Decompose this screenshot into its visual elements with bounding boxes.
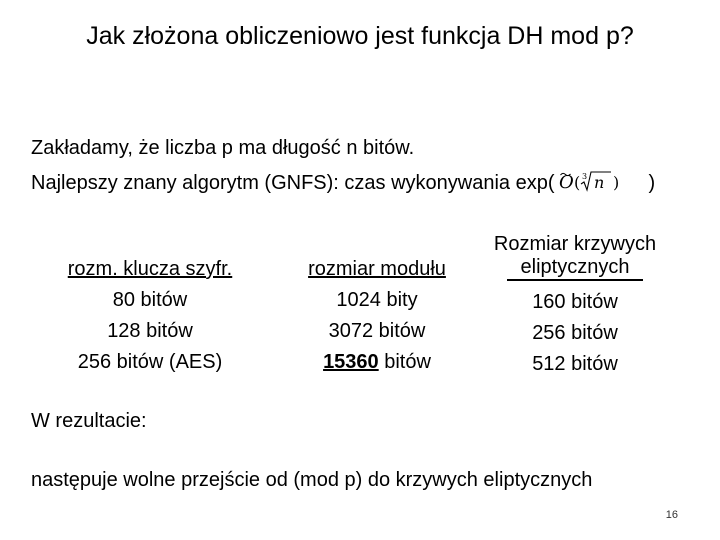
key-size-row: 80 bitów xyxy=(112,289,188,311)
modulus-size-row: 1024 bity xyxy=(336,289,418,311)
key-size-row: 256 bitów (AES) xyxy=(77,351,223,373)
svg-text:): ) xyxy=(612,173,619,192)
svg-text:(: ( xyxy=(573,173,580,192)
elliptic-curve-row: 256 bitów xyxy=(532,322,618,344)
svg-text:O: O xyxy=(558,172,574,193)
modulus-size-row-highlight xyxy=(292,347,462,378)
modulus-size-column xyxy=(292,254,462,378)
key-size-column xyxy=(60,254,240,378)
elliptic-curve-header-line1: Rozmiar krzywych xyxy=(493,233,657,255)
elliptic-curve-row: 160 bitów xyxy=(532,291,618,313)
slide-title: Jak złożona obliczeniowo jest funkcja DH mod p? xyxy=(86,22,634,50)
conclusion-text: następuje wolne przejście od (mod p) do krzywych eliptycznych xyxy=(31,469,593,491)
elliptic-curve-header-line2: eliptycznych xyxy=(520,256,630,278)
modulus-size-highlight-unit: bitów xyxy=(378,351,431,373)
svg-text:3: 3 xyxy=(581,172,587,181)
key-size-row: 128 bitów xyxy=(107,320,193,342)
algorithm-line-prefix: Najlepszy znany algorytm (GNFS): czas wykonywania exp( xyxy=(31,172,555,194)
modulus-size-row: 3072 bitów xyxy=(328,320,426,342)
modulus-size-highlight-value: 15360 xyxy=(323,351,379,373)
elliptic-curve-header-underline xyxy=(507,279,643,281)
elliptic-curve-column xyxy=(485,233,665,380)
conclusion-label: W rezultacie: xyxy=(31,410,147,432)
algorithm-line xyxy=(31,169,655,201)
page-number: 16 xyxy=(665,509,678,521)
assumption-line: Zakładamy, że liczba p ma długość n bitów. xyxy=(31,137,415,159)
modulus-size-header: rozmiar modułu xyxy=(308,258,446,280)
elliptic-curve-row: 512 bitów xyxy=(532,353,618,375)
svg-text:n: n xyxy=(593,173,604,192)
algorithm-line-suffix: ) xyxy=(648,172,656,194)
key-size-header: rozm. klucza szyfr. xyxy=(67,258,233,280)
complexity-formula-icon xyxy=(557,169,623,201)
